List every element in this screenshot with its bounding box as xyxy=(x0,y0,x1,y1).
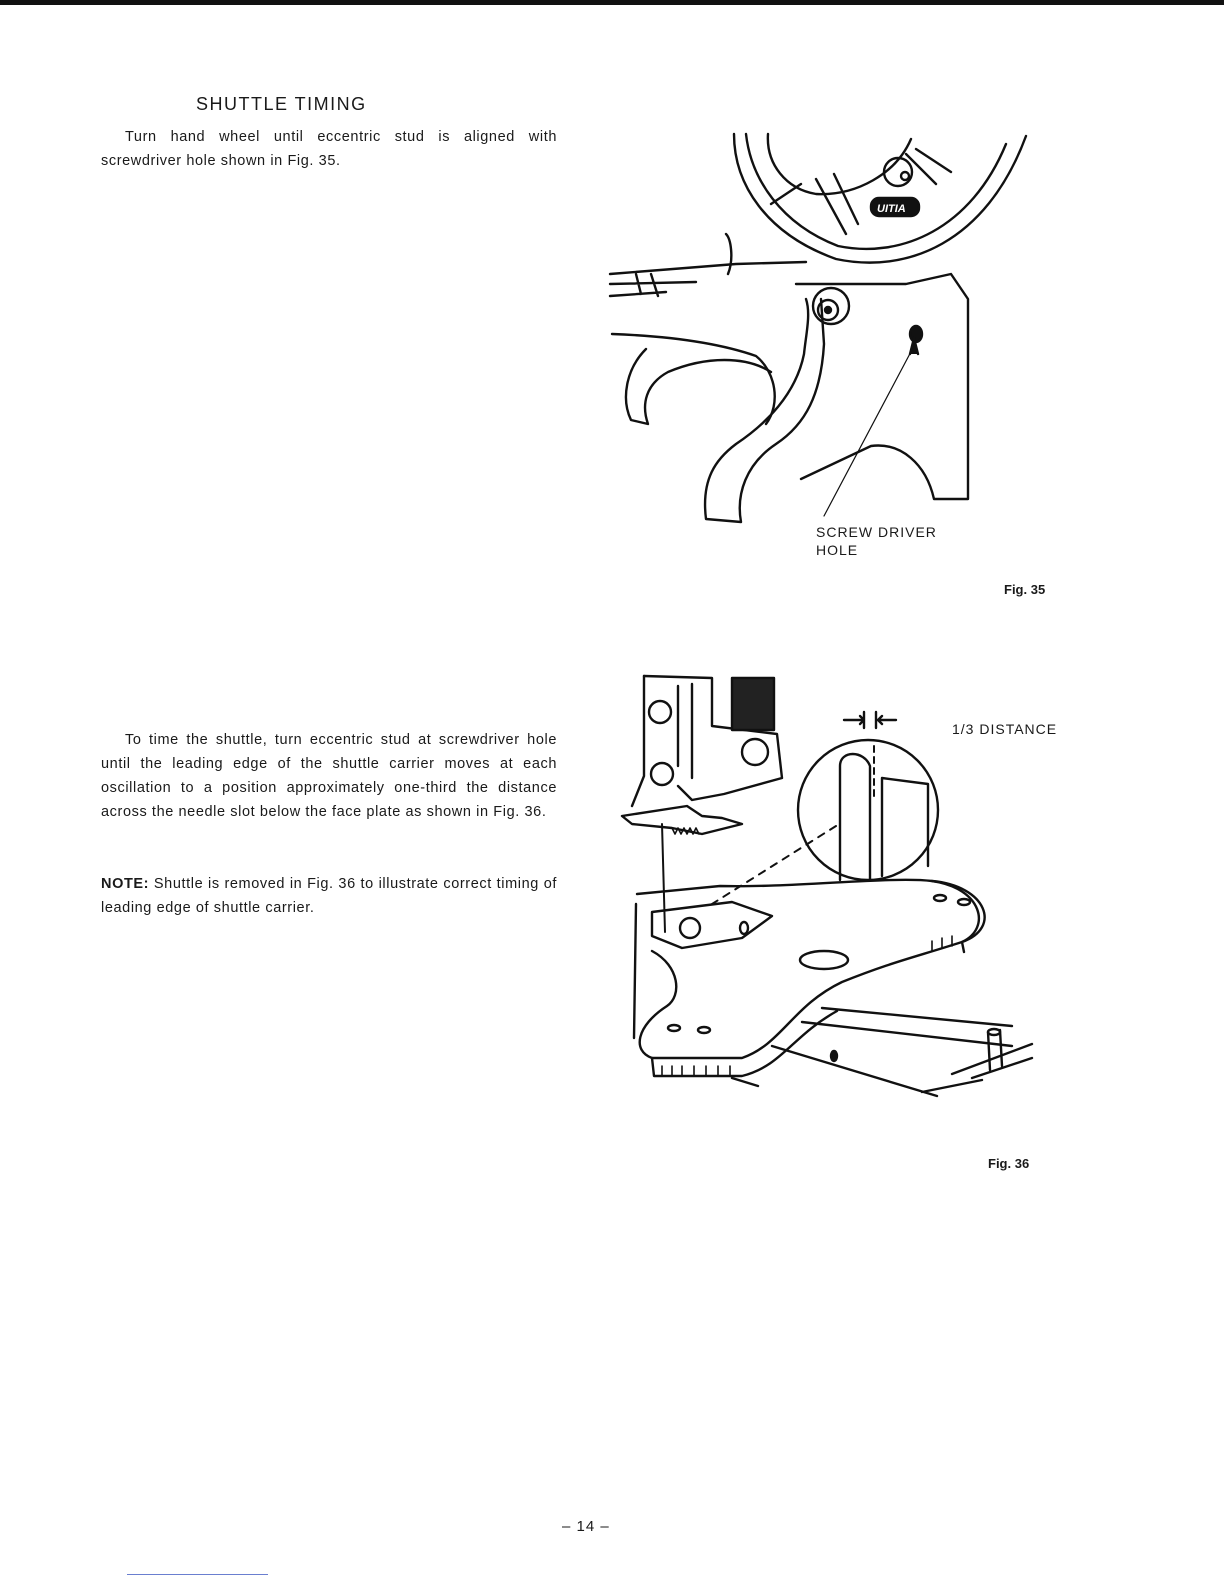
timing-paragraph: To time the shuttle, turn eccentric stud at screwdriver hole until the leading edge of the shuttle carrier moves at each oscillation to a position approximately one-third the distance across the needle slot below the face plate as shown in Fig. 36. xyxy=(101,732,557,820)
top-border-rule xyxy=(0,0,1224,5)
distance-arrow-left xyxy=(844,712,864,728)
page-number: – 14 – xyxy=(562,1518,610,1535)
needle xyxy=(662,824,665,932)
shuttle-race xyxy=(772,1008,1012,1096)
distance-arrow-right xyxy=(876,712,896,728)
section-heading: SHUTTLE TIMING xyxy=(196,94,367,114)
screwdriver-hole xyxy=(910,326,922,342)
set-screw-top xyxy=(649,701,671,723)
screwdriver-hole-callout: SCREW DRIVER HOLE xyxy=(816,524,937,558)
fig36-caption: Fig. 36 xyxy=(988,1156,1030,1171)
callout-leader-line xyxy=(824,346,914,516)
shuttle-carrier xyxy=(652,902,772,948)
set-screw-bottom xyxy=(651,763,673,785)
needle-slot xyxy=(800,951,848,969)
fig35-illustration xyxy=(606,124,1040,534)
note-label: NOTE: xyxy=(101,876,150,892)
presser-foot xyxy=(622,806,742,834)
one-third-distance-callout: 1/3 DISTANCE xyxy=(952,721,1058,737)
bottom-underline-fragment xyxy=(127,1574,268,1575)
magnifier-connector xyxy=(712,826,836,904)
side-screw xyxy=(742,739,768,765)
fig35-caption: Fig. 35 xyxy=(1004,582,1046,597)
note-paragraph xyxy=(101,872,557,920)
note-text: Shuttle is removed in Fig. 36 to illustrate correct timing of leading edge of shuttle carrier. xyxy=(101,876,557,916)
intro-paragraph: Turn hand wheel until eccentric stud is aligned with screwdriver hole shown in Fig. 35. xyxy=(101,129,557,169)
brand-badge-text: UITIA xyxy=(877,203,906,215)
